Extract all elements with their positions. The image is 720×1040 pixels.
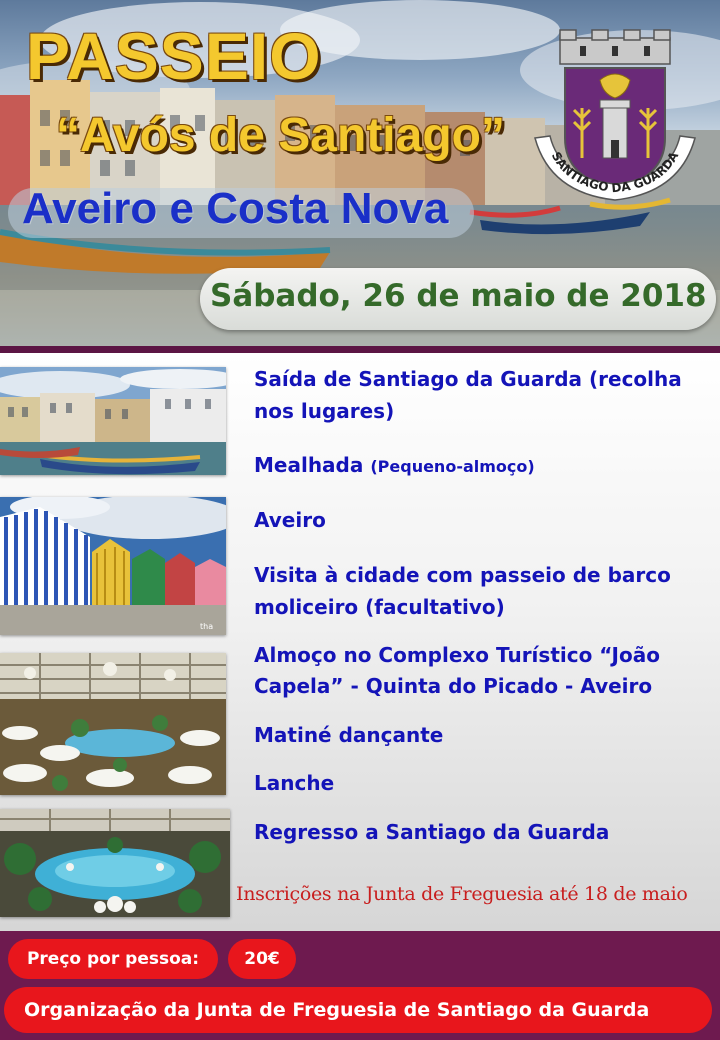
santiago-da-guarda-coat-of-arms-icon [530, 28, 700, 206]
photo-costa-nova-houses [0, 497, 226, 635]
itinerary-item-mealhada [254, 449, 535, 483]
organization-pill [4, 987, 712, 1033]
itinerary-item-return: Regresso a Santiago da Guarda [254, 820, 610, 844]
itinerary-item-lanche: Lanche [254, 771, 335, 795]
footer [0, 931, 720, 1040]
itinerary-item-city-visit-line1: Visita à cidade com passeio de barco [254, 563, 671, 587]
event-date: Sábado, 26 de maio de 2018 [210, 278, 707, 314]
photo-watermark: tha [200, 622, 214, 631]
price-label-pill: Preço por pessoa: [8, 939, 218, 979]
coat-of-arms-text: SANTIAGO DA GUARDA [548, 149, 682, 196]
header-banner [0, 0, 720, 348]
itinerary-item-departure-line1: Saída de Santiago da Guarda (recolha [254, 367, 682, 391]
itinerary-item-matine: Matiné dançante [254, 723, 444, 747]
subtitle-pill [8, 184, 474, 238]
price-value-pill: 20€ [228, 939, 296, 979]
photo-aveiro-canal [0, 367, 226, 475]
title-passeio: PASSEIO [26, 19, 322, 93]
itinerary-item-departure-line2: nos lugares) [254, 399, 395, 423]
subtitle-aveiro-costa-nova: Aveiro e Costa Nova [22, 184, 449, 233]
itinerary-mealhada-note: (Pequeno-almoço) [370, 457, 535, 476]
header-divider [0, 346, 720, 353]
itinerary-section [0, 353, 720, 931]
registration-note: Inscrições na Junta de Freguesia até 18 de maio [236, 883, 688, 905]
itinerary-item-aveiro: Aveiro [254, 508, 326, 532]
date-pill [200, 268, 716, 330]
itinerary-item-lunch-line2: Capela” - Quinta do Picado - Aveiro [254, 674, 653, 698]
itinerary-mealhada-label: Mealhada [254, 453, 364, 477]
itinerary-item-city-visit-line2: moliceiro (facultativo) [254, 595, 505, 619]
photo-restaurant-interior [0, 653, 226, 795]
photo-pool-garden [0, 809, 230, 917]
organization-text: Organização da Junta de Freguesia de Santiago da Guarda [24, 999, 650, 1021]
title-avos-de-santiago: “Avós de Santiago” [56, 109, 505, 162]
itinerary-item-lunch-line1: Almoço no Complexo Turístico “João [254, 643, 660, 667]
